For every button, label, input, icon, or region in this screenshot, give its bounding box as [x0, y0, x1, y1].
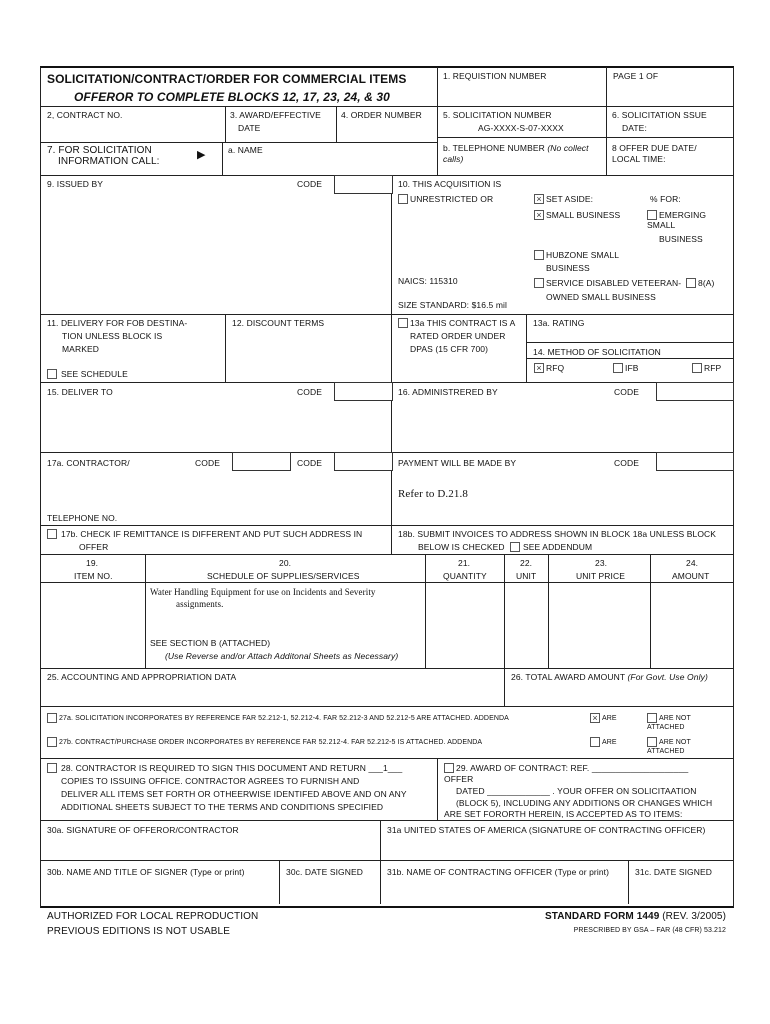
block-13-label-2: RATED ORDER UNDER [410, 331, 506, 341]
block-6-label: 6. SOLICITATION SSUE [612, 110, 707, 120]
divider [40, 706, 733, 707]
block-2-label: 2, CONTRACT NO. [47, 110, 123, 120]
block-17a-facility-code-field[interactable] [334, 452, 393, 471]
divider [526, 358, 733, 359]
col-24-header: AMOUNT [672, 571, 710, 581]
block-15-code-label: CODE [297, 387, 322, 397]
block-7b-note: calls) [443, 154, 464, 164]
block-26-label: 26. TOTAL AWARD AMOUNT (For Govt. Use Only) [511, 672, 708, 682]
item-description: Water Handling Equipment for use on Incidents and Severity [150, 587, 376, 597]
divider [437, 758, 438, 820]
divider [40, 668, 733, 669]
block-5-label: 5. SOLICITATION NUMBER [443, 110, 552, 120]
block-28-label-4: ADDITIONAL SHEETS SUBJECT TO THE TERMS AND CONDITIONS SPECIFIED [61, 802, 384, 812]
block-18a-code-label: CODE [614, 458, 639, 468]
block-30b-label: 30b. NAME AND TITLE OF SIGNER (Type or print) [47, 867, 245, 877]
block-17a-label: 17a. CONTRACTOR/ [47, 458, 130, 468]
block-28-label-3: DELIVER ALL ITEMS SET FORTH OR OTHEERWISE IDENTIFED ABOVE AND ON ANY [61, 789, 407, 799]
sdvosb-label: SERVICE DISABLED VETEERAN- [546, 278, 682, 288]
block-31b-label: 31b. NAME OF CONTRACTING OFFICER (Type or print) [387, 867, 610, 877]
size-standard: SIZE STANDARD: $16.5 mil [398, 300, 507, 310]
solicitation-number[interactable]: AG-XXXX-S-07-XXXX [478, 123, 564, 133]
block-29-label: 29. AWARD OF CONTRACT: REF. ____________________ [456, 763, 689, 773]
block-25-label: 25. ACCOUNTING AND APPROPRIATION DATA [47, 672, 237, 682]
col-23-number: 23. [595, 558, 608, 568]
block-11-label-3: MARKED [62, 344, 99, 354]
rfp-checkbox[interactable] [692, 363, 702, 373]
divider [40, 106, 733, 107]
block-14-label: 14. METHOD OF SOLICITATION [533, 347, 661, 357]
block-1-label: 1. REQUISTION NUMBER [443, 71, 547, 81]
divider [40, 314, 733, 315]
block-29-label-5: ARE SET FORORTH HEREIN, IS ACCEPTED AS TO ITEMS: [444, 809, 683, 819]
block-9-code-field[interactable] [334, 175, 393, 194]
eight-a-checkbox[interactable] [686, 278, 696, 288]
block-30c-label: 30c. DATE SIGNED [286, 867, 364, 877]
divider [40, 525, 733, 526]
arrow-right-icon: ▶ [197, 149, 206, 161]
block-16-code-field[interactable] [656, 382, 734, 401]
divider [606, 67, 607, 107]
block-17a-code-label: CODE [195, 458, 220, 468]
divider [40, 582, 733, 583]
block-27a-are-checkbox[interactable]: × [590, 713, 600, 723]
block-18b-label: 18b. SUBMIT INVOICES TO ADDRESS SHOWN IN BLOCK 18a UNLESS BLOCK [398, 529, 717, 539]
divider [222, 142, 223, 176]
ifb-checkbox[interactable] [613, 363, 623, 373]
block-27a-label: 27a. SOLICITATION INCORPORATES BY REFERENCE FAR 52.212-1, 52.212-4. FAR 52.212-3 AND 52.212-5 ARE ATTACHED. ADDENDA [59, 715, 509, 722]
block-3-label-2: DATE [238, 123, 261, 133]
divider [40, 860, 733, 861]
page-label: PAGE 1 OF [613, 71, 659, 81]
block-17b-label: 17b. CHECK IF REMITTANCE IS DIFFERENT AND PUT SUCH ADDRESS IN [61, 529, 363, 539]
divider [628, 860, 629, 904]
divider [437, 67, 438, 107]
divider [40, 554, 733, 555]
sdvosb-checkbox[interactable] [534, 278, 544, 288]
block-27b-are-label: ARE [602, 739, 617, 746]
divider [336, 106, 337, 143]
block-7b-label: b. TELEPHONE NUMBER (No collect [443, 143, 589, 153]
emerging-label-3: BUSINESS [659, 234, 703, 244]
divider [504, 554, 505, 668]
small-business-label: SMALL BUSINESS [546, 210, 621, 220]
rfq-checkbox[interactable]: × [534, 363, 544, 373]
divider [526, 342, 733, 343]
block-12-label: 12. DISCOUNT TERMS [232, 318, 325, 328]
block-11-label-2: TION UNLESS BLOCK IS [62, 331, 163, 341]
ifb-label: IFB [625, 363, 639, 373]
emerging-label: EMERGING [659, 210, 707, 220]
block-7-label-2: INFORMATION CALL: [58, 156, 160, 167]
block-16-code-label: CODE [614, 387, 639, 397]
block-17b-label-2: OFFER [79, 542, 109, 552]
block-28-label: 28. CONTRACTOR IS REQUIRED TO SIGN THIS DOCUMENT AND RETURN ___1___ [61, 763, 403, 773]
block-9-label: 9. ISSUED BY [47, 179, 103, 189]
footer-prescribed: PRESCRIBED BY GSA – FAR (48 CFR) 53.212 [573, 927, 726, 934]
block-27b-label: 27b. CONTRACT/PURCHASE ORDER INCORPORATES BY REFERENCE FAR 52.212-4. FAR 52.212-5 IS ATTACHED. ADDENDA [59, 739, 483, 746]
block-29-label-2: OFFER [444, 774, 474, 784]
unrestricted-checkbox[interactable] [398, 194, 408, 204]
divider [225, 314, 226, 382]
set-aside-checkbox[interactable]: × [534, 194, 544, 204]
divider [437, 106, 438, 176]
divider [548, 554, 549, 668]
block-18a-label: PAYMENT WILL BE MADE BY [398, 458, 517, 468]
form-title: SOLICITATION/CONTRACT/ORDER FOR COMMERCIAL ITEMS [47, 72, 407, 86]
footer-previous-editions: PREVIOUS EDITIONS IS NOT USABLE [47, 926, 230, 937]
rfq-label: RFQ [546, 363, 565, 373]
block-13-label-3: DPAS (15 CFR 700) [410, 344, 489, 354]
col-22-header: UNIT [516, 571, 537, 581]
block-18b-label-2: BELOW IS CHECKED [418, 542, 505, 552]
see-addendum-checkbox[interactable] [510, 542, 520, 552]
unrestricted-label: UNRESTRICTED OR [410, 194, 494, 204]
reverse-note: (Use Reverse and/or Attach Additonal Sheets as Necessary) [165, 651, 399, 661]
col-21-header: QUANTITY [443, 571, 487, 581]
set-aside-label: SET ASIDE: [546, 194, 594, 204]
block-31c-label: 31c. DATE SIGNED [635, 867, 713, 877]
divider [225, 106, 226, 143]
block-6-label-2: DATE: [622, 123, 647, 133]
block-27a-are-not-label: ARE NOT [659, 715, 691, 722]
block-28-label-2: COPIES TO ISSUING OFFICE. CONTRACTOR AGREES TO FURNISH AND [61, 776, 360, 786]
block-13a-label: 13a. RATING [533, 318, 585, 328]
block-15-label: 15. DELIVER TO [47, 387, 113, 397]
block-15-code-field[interactable] [334, 382, 393, 401]
block-29-label-3: DATED _____________ . YOUR OFFER ON SOLICITAATION [456, 786, 697, 796]
block-16-label: 16. ADMINISTRERED BY [398, 387, 498, 397]
block-28-checkbox[interactable] [47, 763, 57, 773]
block-27a-attached-label: ATTACHED [647, 724, 685, 731]
footer-reproduction: AUTHORIZED FOR LOCAL REPRODUCTION [47, 911, 259, 922]
block-31a-label: 31a UNITED STATES OF AMERICA (SIGNATURE OF CONTRACTING OFFICER) [387, 825, 706, 835]
see-section-note: SEE SECTION B (ATTACHED) [150, 638, 271, 648]
block-18a-code-field[interactable] [656, 452, 734, 471]
col-19-header: ITEM NO. [74, 571, 113, 581]
telephone-label: TELEPHONE NO. [47, 513, 118, 523]
block-27b-checkbox[interactable] [47, 737, 57, 747]
block-7a-label: a. NAME [228, 145, 263, 155]
block-27a-checkbox[interactable] [47, 713, 57, 723]
naics-code: NAICS: 115310 [398, 276, 458, 286]
rfp-label: RFP [704, 363, 722, 373]
block-11-label: 11. DELIVERY FOR FOB DESTINA- [47, 318, 188, 328]
col-20-header: SCHEDULE OF SUPPLIES/SERVICES [207, 571, 360, 581]
block-8-label-2: LOCAL TIME: [612, 154, 666, 164]
divider [437, 137, 733, 138]
col-24-number: 24. [686, 558, 699, 568]
divider [606, 106, 607, 176]
divider [145, 554, 146, 668]
eight-a-label: 8(A) [698, 278, 715, 288]
sdvosb-label-2: OWNED SMALL BUSINESS [546, 292, 656, 302]
col-20-number: 20. [279, 558, 292, 568]
block-3-label: 3. AWARD/EFFECTIVE [230, 110, 321, 120]
block-7-label: 7. FOR SOLICITATION [47, 145, 152, 156]
block-4-label: 4. ORDER NUMBER [341, 110, 422, 120]
block-29-label-4: (BLOCK 5), INCLUDING ANY ADDITIONS OR CHANGES WHICH [456, 798, 713, 808]
col-22-number: 22. [520, 558, 533, 568]
block-30a-label: 30a. SIGNATURE OF OFFEROR/CONTRACTOR [47, 825, 239, 835]
divider [40, 142, 437, 143]
rated-order-checkbox[interactable] [398, 318, 408, 328]
divider [40, 820, 733, 821]
divider [279, 860, 280, 904]
divider [650, 554, 651, 668]
col-23-header: UNIT PRICE [576, 571, 626, 581]
refer-note: Refer to D.21.8 [398, 488, 468, 500]
footer-form-number: STANDARD FORM 1449 (REV. 3/2005) [544, 911, 726, 922]
see-schedule-label: SEE SCHEDULE [61, 369, 128, 379]
block-27b-are-not-checkbox[interactable] [647, 737, 657, 747]
block-10-label: 10. THIS ACQUISITION IS [398, 179, 502, 189]
divider [425, 554, 426, 668]
hubzone-label-2: BUSINESS [546, 263, 590, 273]
divider [380, 820, 381, 904]
block-29-checkbox[interactable] [444, 763, 454, 773]
hubzone-checkbox[interactable] [534, 250, 544, 260]
emerging-label-2: SMALL [647, 220, 676, 230]
small-business-checkbox[interactable]: × [534, 210, 544, 220]
block-27b-attached-label: ATTACHED [647, 748, 685, 755]
block-17a-facility-code-label: CODE [297, 458, 322, 468]
divider [526, 314, 527, 382]
divider [391, 525, 392, 554]
divider [40, 758, 733, 759]
block-17a-code-field[interactable] [232, 452, 291, 471]
col-21-number: 21. [458, 558, 471, 568]
form-subtitle: OFFEROR TO COMPLETE BLOCKS 12, 17, 23, 24, & 30 [74, 90, 390, 104]
emerging-checkbox[interactable] [647, 210, 657, 220]
item-description-2: assignments. [176, 599, 224, 609]
see-addendum-label: SEE ADDENDUM [523, 542, 593, 552]
block-27b-are-checkbox[interactable] [590, 737, 600, 747]
col-19-number: 19. [86, 558, 99, 568]
block-27a-are-label: ARE [602, 715, 617, 722]
remittance-checkbox[interactable] [47, 529, 57, 539]
hubzone-label: HUBZONE SMALL [546, 250, 620, 260]
percent-for-label: % FOR: [650, 194, 681, 204]
block-9-code-label: CODE [297, 179, 322, 189]
block-13-label: 13a THIS CONTRACT IS A [410, 318, 516, 328]
block-8-label: 8 OFFER DUE DATE/ [612, 143, 697, 153]
divider [504, 668, 505, 706]
block-27a-are-not-checkbox[interactable] [647, 713, 657, 723]
see-schedule-checkbox[interactable] [47, 369, 57, 379]
block-27b-are-not-label: ARE NOT [659, 739, 691, 746]
